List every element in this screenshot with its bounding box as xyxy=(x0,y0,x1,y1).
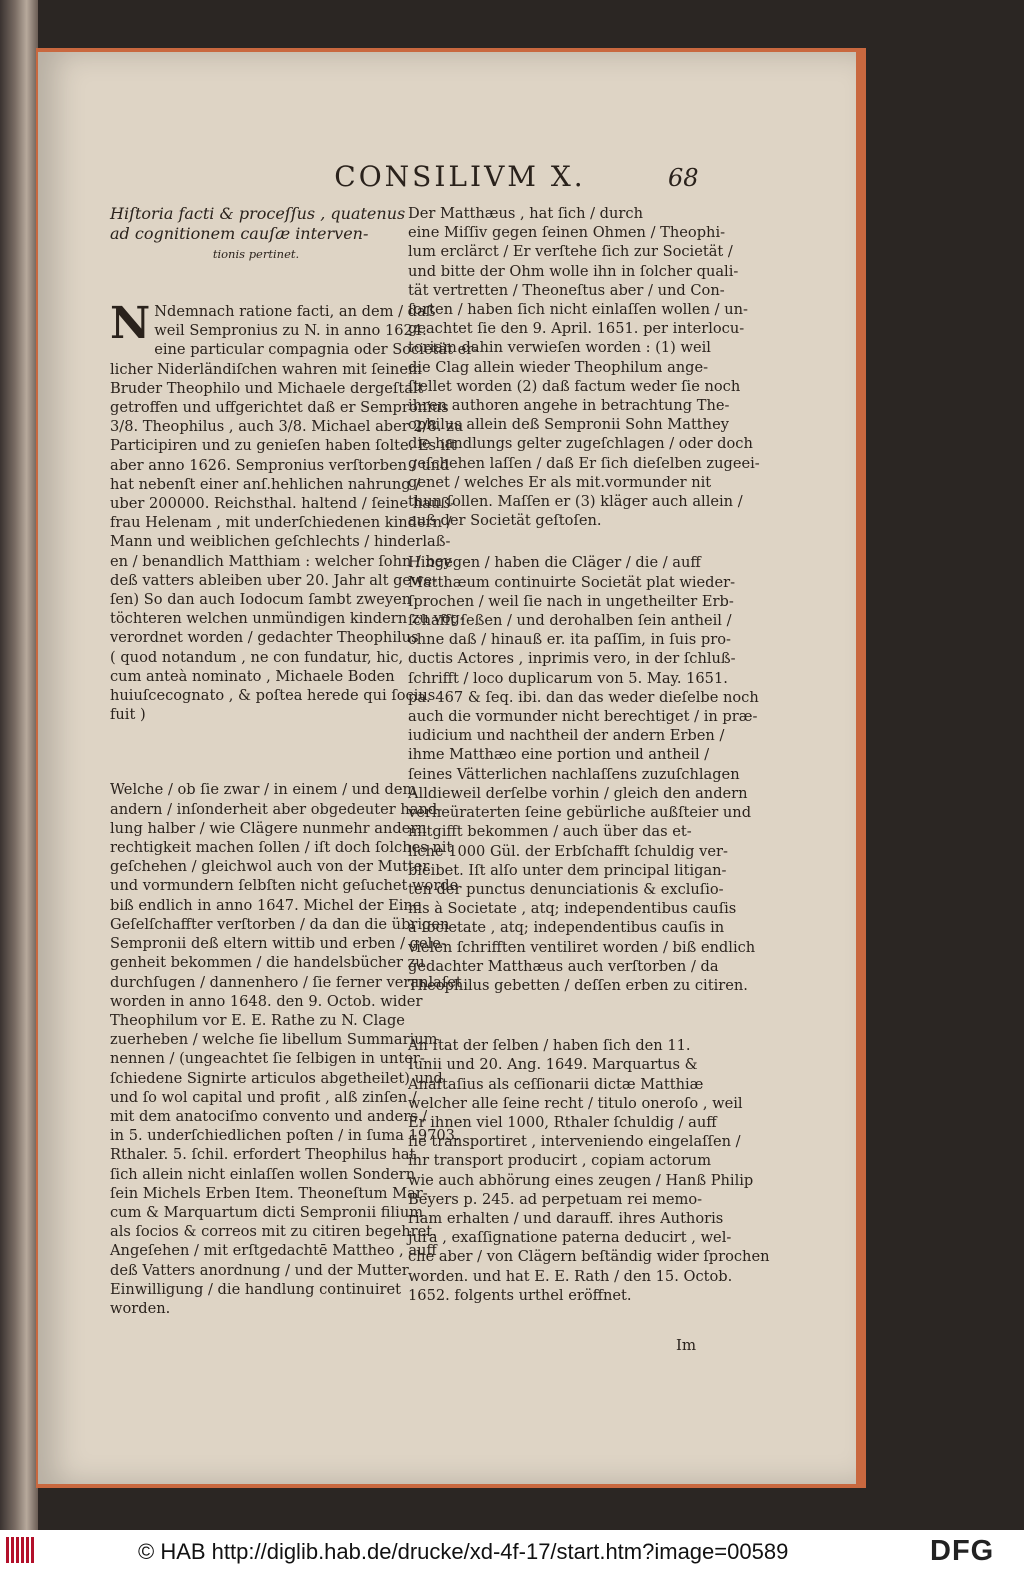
text-line: cum anteà nominato , Michaele Boden xyxy=(110,667,395,685)
text-line: genheit bekommen / die handelsbücher zu xyxy=(110,954,425,972)
text-line: toriam dahin verwieſen worden : (1) weil xyxy=(408,339,711,357)
text-line: ſen) So dan auch Iodocum ſambt zweyen xyxy=(110,591,412,609)
text-line: Alldieweil derſelbe vorhin / gleich den andern xyxy=(408,784,748,802)
catchword: Im xyxy=(676,1336,697,1354)
text-line: aber anno 1626. Sempronius verſtorben / und xyxy=(110,456,450,474)
text-line: nis à Societate , atq; independentibus cauſis xyxy=(408,900,737,918)
text-line: töchteren welchen unmündigen kindern zu vog- xyxy=(110,610,465,628)
text-line: auß der Societät geſtoſen. xyxy=(408,512,602,530)
text-line: eine particular compagnia oder Societät er- xyxy=(154,341,479,359)
text-line: 1652. folgents urthel eröffnet. xyxy=(408,1286,632,1304)
right-column xyxy=(408,204,770,1305)
text-line: jura , exaſſignatione paterna deducirt , wel- xyxy=(408,1229,732,1247)
text-line: durchſugen / dannenhero / ſie ferner veranlaſet xyxy=(110,973,462,991)
text-line: mit dem anatociſmo convento und anders / xyxy=(110,1107,428,1125)
text-line: ſchafft ſeßen / und derohalben ſein antheil / xyxy=(408,612,732,630)
text-line: geſchehen laſſen / daß Er ſich dieſelben zugeei- xyxy=(408,454,760,472)
text-line: Theophilus gebetten / deſſen erben zu citiren. xyxy=(408,976,748,994)
text-line: ihr transport producirt , copiam actorum xyxy=(408,1152,712,1170)
text-line: licher Niderländiſchen wahren mit ſeinem xyxy=(110,360,422,378)
text-line: als ſocios & correos mit zu citiren begehret. xyxy=(110,1223,437,1241)
text-line: ſie transportiret , interveniendo eingelaſſen / xyxy=(408,1133,741,1151)
text-line: deß Vatters anordnung / und der Mutter xyxy=(110,1261,409,1279)
text-line: Er ihnen viel 1000, Rthaler ſchuldig / auff xyxy=(408,1113,717,1131)
text-line: Bruder Theophilo und Michaele dergeſtalt xyxy=(110,379,424,397)
text-line: auch die vormunder nicht berechtiget / in præ- xyxy=(408,708,758,726)
text-line: Welche / ob ſie zwar / in einem / und dem xyxy=(110,781,417,799)
text-line: ſchiedene Signirte articulos abgetheilet) und xyxy=(110,1069,443,1087)
text-line: ſeines Vätterlichen nachlaſſens zuzuſchlagen xyxy=(408,765,740,783)
text-line: die handlungs gelter zugeſchlagen / oder doch xyxy=(408,435,753,453)
text-line: ohne daß / hinauß er. ita paſſim, in ſuis pro- xyxy=(408,631,731,649)
text-line: in 5. underſchiedlichen poſten / in ſuma 19703. xyxy=(110,1127,460,1145)
text-line: Anaſtaſius als ceſſionarii dictæ Matthiæ xyxy=(408,1075,704,1093)
text-line: Einwilligung / die handlung continuiret xyxy=(110,1280,401,1298)
text-line: thun ſollen. Maſſen er (3) kläger auch allein / xyxy=(408,493,743,511)
text-line: 3/8. Theophilus , auch 3/8. Michael aber 2/8. zu xyxy=(110,418,464,436)
text-line: tät vertretten / Theoneſtus aber / und Con- xyxy=(408,281,725,299)
drop-cap: N xyxy=(110,298,151,349)
text-line: Der Matthæus , hat ſich / durch xyxy=(408,205,643,222)
text-line: ten der punctus denunciationis & excluſio- xyxy=(408,880,724,898)
text-line: huiuſcecognato , & poſtea herede qui ſocius xyxy=(110,687,436,705)
text-line: verordnet worden / gedachter Theophilus xyxy=(110,629,419,647)
hab-logo-icon xyxy=(6,1537,44,1565)
text-line: fuit ) xyxy=(110,706,146,724)
text-line: pa. 467 & ſeq. ibi. dan das weder dieſelbe noch xyxy=(408,688,759,706)
book-page xyxy=(38,52,856,1484)
text-line: Beyers p. 245. ad perpetuam rei memo- xyxy=(408,1190,703,1208)
text-line: riam erhalten / und darauff. ihres Authoris xyxy=(408,1209,724,1227)
text-line: wie auch abhörung eines zeugen / Hanß Philip xyxy=(408,1171,754,1189)
text-line: gedachter Matthæus auch verſtorben / da xyxy=(408,957,719,975)
text-line: Angeſehen / mit erſtgedachtē Mattheo , auff xyxy=(110,1242,437,1260)
heading-line: ad cognitionem cauſæ interven- xyxy=(110,224,369,243)
paragraph xyxy=(408,1036,770,1305)
text-line: rechtigkeit machen ſollen / iſt doch ſolches nit xyxy=(110,839,453,857)
text-line: verheüraterten ſeine gebürliche außſteier und xyxy=(408,804,752,822)
section-heading xyxy=(110,204,406,264)
paragraph xyxy=(110,298,479,724)
text-line: ihren authoren angehe in betrachtung The- xyxy=(408,397,730,415)
text-line: andern / inſonderheit aber obgedeuter hand- xyxy=(110,800,443,818)
text-line: ſein Michels Erben Item. Theoneſtum Mar- xyxy=(110,1184,428,1202)
text-line: ſprochen / weil ſie nach in ungetheilter Erb- xyxy=(408,592,734,610)
heading-sub: tionis pertinet. xyxy=(212,247,300,261)
text-line: ſchrifft / loco duplicarum von 5. May. 1651. xyxy=(408,669,728,687)
text-line: biß endlich in anno 1647. Michel der Eine xyxy=(110,896,422,914)
text-line: weil Sempronius zu N. in anno 1624. xyxy=(154,322,427,340)
text-line: Ndemnach ratione facti, an dem / daß xyxy=(154,303,436,320)
text-line: lum erclärct / Er verſtehe ſich zur Societät / xyxy=(408,243,733,261)
left-column xyxy=(110,204,479,1318)
text-line: geachtet ſie den 9. April. 1651. per interlocu- xyxy=(408,320,745,338)
text-line: vielen ſchrifften ventiliret worden / biß endlich xyxy=(408,938,756,956)
text-line: ihme Matthæo eine portion und antheil / xyxy=(408,746,710,764)
text-line: worden. xyxy=(110,1299,171,1317)
text-line: ſtellet worden (2) daß factum weder ſie noch xyxy=(408,377,741,395)
text-line: à ſocietate , atq; independentibus cauſis in xyxy=(408,919,725,937)
text-line: und bitte der Ohm wolle ihn in ſolcher quali- xyxy=(408,262,739,280)
text-line: worden in anno 1648. den 9. Octob. wider xyxy=(110,992,423,1010)
text-line: getroffen und uffgerichtet daß er Sempronius xyxy=(110,399,449,417)
text-line: ophilus allein deß Sempronii Sohn Matthey xyxy=(408,416,729,434)
text-line: Rthaler. 5. ſchil. erfordert Theophilus hat xyxy=(110,1146,416,1164)
text-line: Hingegen / haben die Cläger / die / auff xyxy=(408,554,701,572)
text-line: ductis Actores , inprimis vero, in der ſchluß- xyxy=(408,650,736,668)
text-line: Iunii und 20. Ang. 1649. Marquartus & xyxy=(408,1056,698,1074)
text-line: lung halber / wie Clägere nunmehr andern xyxy=(110,819,427,837)
text-line: Geſelſchaffter verſtorben / da dan die übrigen xyxy=(110,915,450,933)
text-line: uber 200000. Reichsthal. haltend / ſeine hauß- xyxy=(110,495,456,513)
text-line: cum & Marquartum dicti Sempronii filium xyxy=(110,1203,424,1221)
text-line: An ſtat der ſelben / haben ſich den 11. xyxy=(408,1037,691,1055)
heading-line: Hiſtoria facti & proceſſus , quatenus xyxy=(110,204,406,223)
text-line: deß vatters ableiben uber 20. Jahr alt gewe- xyxy=(110,571,438,589)
text-line: ſorten / haben ſich nicht einlaſſen wollen / un- xyxy=(408,301,748,319)
text-line: Sempronii deß eltern wittib und erben / gele- xyxy=(110,935,446,953)
text-line: Matthæum continuirte Societät plat wieder- xyxy=(408,573,736,591)
text-line: und ſo wol capital und profit , alß zinſen / xyxy=(110,1088,417,1106)
text-line: ( quod notandum , ne con fundatur, hic, xyxy=(110,648,404,666)
dfg-logo: DFG xyxy=(930,1535,995,1567)
text-line: mitgifft bekommen / auch über das et- xyxy=(408,823,692,841)
text-line: Mann und weiblichen geſchlechts / hinderlaß- xyxy=(110,533,451,551)
text-line: iudicium und nachtheil der andern Erben / xyxy=(408,727,725,745)
text-line: welcher alle ſeine recht / titulo oneroſo , weil xyxy=(408,1094,743,1112)
text-line: zuerheben / welche ſie libellum Summarium xyxy=(110,1031,438,1049)
running-title: CONSILIVM X. xyxy=(334,160,586,193)
text-line: hat nebenſt einer anſ.hehlichen nahrung / xyxy=(110,475,421,493)
text-line: und vormundern ſelbſten nicht geſuchet worde xyxy=(110,877,459,895)
text-line: geſchehen / gleichwol auch von der Mutter xyxy=(110,858,430,876)
text-line: en / benandlich Matthiam : welcher ſohn / bey xyxy=(110,552,452,570)
text-line: ſich allein nicht einlaſſen wollen Sondern xyxy=(110,1165,416,1183)
text-line: worden. und hat E. E. Rath / den 15. Octob. xyxy=(408,1267,733,1285)
text-line: eine Miſſiv gegen ſeinen Ohmen / Theophi- xyxy=(408,224,726,242)
paragraph xyxy=(408,204,760,530)
text-line: die Clag allein wieder Theophilum ange- xyxy=(408,358,709,376)
text-line: genet / welches Er als mit.vormunder nit xyxy=(408,473,712,491)
book-binding-edge xyxy=(0,0,38,1530)
paragraph xyxy=(408,553,759,995)
source-link[interactable]: © HAB http://diglib.hab.de/drucke/xd-4f-17/start.htm?image=00589 xyxy=(138,1539,789,1564)
text-line: che aber / von Clägern beſtändig wider ſprochen xyxy=(408,1248,770,1266)
text-line: Theophilum vor E. E. Rathe zu N. Clage xyxy=(110,1011,405,1029)
text-line: Participiren und zu genieſen haben ſolte. Es iſt xyxy=(110,437,457,455)
text-line: bleibet. Iſt alſo unter dem principal litigan- xyxy=(408,861,727,879)
page-number: 68 xyxy=(668,164,699,192)
text-line: liche 1000 Gül. der Erbſchafft ſchuldig ver- xyxy=(408,842,728,860)
text-line: nennen / (ungeachtet ſie ſelbigen in unter- xyxy=(110,1050,425,1068)
text-line: frau Helenam , mit underſchiedenen kindern / xyxy=(110,514,452,532)
paragraph xyxy=(110,780,462,1318)
